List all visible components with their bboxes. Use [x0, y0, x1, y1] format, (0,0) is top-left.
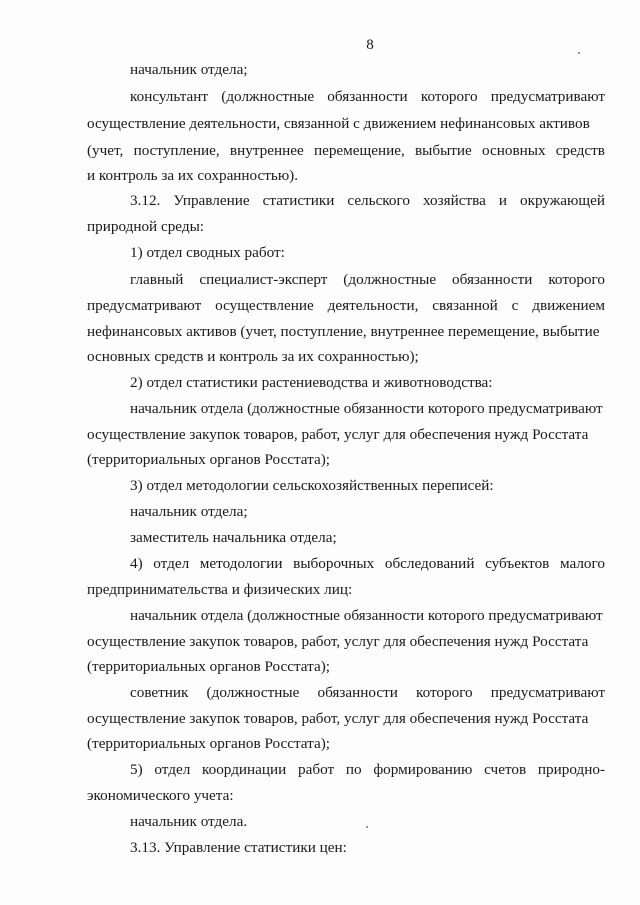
text-line: (территориальных органов Росстата);	[87, 451, 330, 468]
text-line: главный специалист-эксперт (должностные обязанности которого	[130, 271, 605, 288]
text-line: осуществление закупок товаров, работ, услуг для обеспечения нужд Росстата	[87, 633, 589, 650]
text-line: заместитель начальника отдела;	[130, 529, 337, 546]
text-line: 1) отдел сводных работ:	[130, 244, 285, 261]
text-line: 5) отдел координации работ по формированию счетов природно-	[130, 761, 605, 778]
text-line: консультант (должностные обязанности которого предусматривают	[130, 88, 605, 105]
text-line: предусматривают осуществление деятельности, связанной с движением	[87, 297, 605, 314]
text-line: (территориальных органов Росстата);	[87, 658, 330, 675]
text-line: 2) отдел статистики растениеводства и животноводства:	[130, 374, 493, 391]
text-line: (учет, поступление, внутреннее перемещение, выбытие основных средств	[87, 142, 605, 159]
text-line: начальник отдела (должностные обязанности которого предусматривают	[130, 607, 603, 624]
text-line: начальник отдела.	[130, 813, 248, 830]
text-line: (территориальных органов Росстата);	[87, 735, 330, 752]
text-line: природной среды:	[87, 218, 204, 235]
text-line: начальник отдела (должностные обязанности которого предусматривают	[130, 400, 603, 417]
text-line: осуществление деятельности, связанной с движением нефинансовых активов	[87, 115, 590, 132]
text-line: экономического учета:	[87, 787, 234, 804]
text-line: осуществление закупок товаров, работ, услуг для обеспечения нужд Росстата	[87, 710, 589, 727]
text-line: начальник отдела;	[130, 61, 248, 78]
text-line: 4) отдел методологии выборочных обследований субъектов малого	[130, 555, 605, 572]
text-line: осуществление закупок товаров, работ, услуг для обеспечения нужд Росстата	[87, 426, 589, 443]
text-line: предпринимательства и физических лиц:	[87, 581, 353, 598]
text-line: 3.13. Управление статистики цен:	[130, 839, 347, 856]
text-line: и контроль за их сохранностью).	[87, 167, 299, 184]
text-line: нефинансовых активов (учет, поступление, внутреннее перемещение, выбытие	[87, 323, 600, 340]
text-line: 3.12. Управление статистики сельского хозяйства и окружающей	[130, 192, 605, 209]
text-line: 3) отдел методологии сельскохозяйственных переписей:	[130, 477, 494, 494]
text-line: основных средств и контроль за их сохранностью);	[87, 348, 419, 365]
scan-speck	[366, 826, 368, 828]
page-number: 8	[366, 37, 374, 53]
text-line: советник (должностные обязанности которого предусматривают	[130, 684, 605, 701]
text-line: начальник отдела;	[130, 503, 248, 520]
scan-speck	[578, 52, 580, 54]
